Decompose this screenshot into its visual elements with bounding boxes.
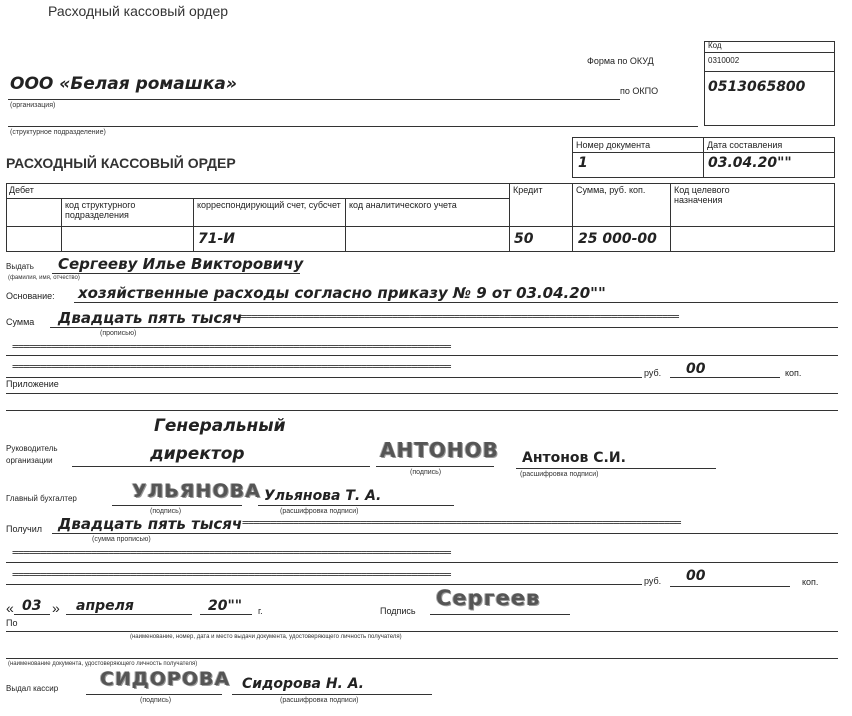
head-label-1: Руководитель xyxy=(6,444,58,453)
received-label: Получил xyxy=(6,524,42,534)
date-quote-close: » xyxy=(52,600,60,616)
sum-value: Двадцать пять тысяч xyxy=(58,309,243,327)
head-sign-caption: (подпись) xyxy=(410,469,442,476)
amount-header: Сумма, руб. коп. xyxy=(576,185,646,195)
col-account-header: корреспондирующий счет, субсчет xyxy=(197,200,341,210)
cashier-label: Выдал кассир xyxy=(6,684,59,693)
received-fill-2: ============================================================================== xyxy=(12,546,451,559)
basis-label: Основание: xyxy=(6,291,55,301)
received-fill-1: ============================================================================== xyxy=(242,516,681,529)
doc-date-header: Дата составления xyxy=(707,140,783,150)
po-label: По xyxy=(6,618,18,628)
recipient-signature: Сергеев xyxy=(436,586,541,610)
date-quote-open: « xyxy=(6,600,14,616)
okud-label: Форма по ОКУД xyxy=(587,56,654,66)
amount-value: 25 000-00 xyxy=(578,231,657,247)
head-label-2: организации xyxy=(6,456,53,465)
debit-header: Дебет xyxy=(9,185,34,195)
document-title: РАСХОДНЫЙ КАССОВЫЙ ОРДЕР xyxy=(6,155,236,171)
recipient-sign-label: Подпись xyxy=(380,606,416,616)
account-value: 71-И xyxy=(198,231,236,247)
doc-number-header: Номер документа xyxy=(576,140,651,150)
credit-header: Кредит xyxy=(513,185,543,195)
received-value: Двадцать пять тысяч xyxy=(58,515,243,533)
head-name-caption: (расшифровка подписи) xyxy=(520,471,599,478)
cashier-name-caption: (расшифровка подписи) xyxy=(280,697,359,704)
sum-caption: (прописью) xyxy=(100,330,137,337)
doc-number-value: 1 xyxy=(578,155,588,171)
date-month: апреля xyxy=(76,598,134,614)
accountant-name: Ульянова Т. А. xyxy=(264,488,382,504)
head-name: Антонов С.И. xyxy=(522,450,626,466)
sum-kop: коп. xyxy=(785,368,802,378)
unit-caption: (структурное подразделение) xyxy=(10,129,106,136)
sum-label: Сумма xyxy=(6,317,35,327)
purpose-header: Код целевого назначения xyxy=(674,185,730,205)
issue-label: Выдать xyxy=(6,262,34,271)
cashier-sign-caption: (подпись) xyxy=(140,697,172,704)
credit-value: 50 xyxy=(514,231,534,247)
po2-caption: (наименование документа, удостоверяющего личность получателя) xyxy=(8,661,198,667)
date-day: 03 xyxy=(22,598,42,614)
organization-caption: (организация) xyxy=(10,102,56,109)
form-top-title: Расходный кассовый ордер xyxy=(48,3,229,19)
basis-value: хозяйственные расходы согласно приказу № 9 от 03.04.20"" xyxy=(78,284,606,302)
col-unit-header: код структурного подразделения xyxy=(65,200,136,220)
codes-header: Код xyxy=(708,41,722,50)
issue-caption: (фамилия, имя, отчество) xyxy=(8,275,80,281)
col-analytic-header: код аналитического учета xyxy=(349,200,457,210)
accountant-label: Главный бухгалтер xyxy=(6,494,77,503)
po-caption: (наименование, номер, дата и место выдачи документа, удостоверяющего личность получателя) xyxy=(130,634,402,640)
accountant-signature: УЛЬЯНОВА xyxy=(132,480,261,502)
cashier-name: Сидорова Н. А. xyxy=(242,676,364,692)
issue-value: Сергееву Илье Викторовичу xyxy=(58,255,304,273)
head-position-1: Генеральный xyxy=(154,416,286,436)
sum-kop-value: 00 xyxy=(686,361,706,377)
received-kop: коп. xyxy=(802,577,819,587)
unit-line xyxy=(8,126,698,127)
date-year: 20"" xyxy=(208,598,243,614)
head-position-2: директор xyxy=(150,444,245,464)
received-kop-value: 00 xyxy=(686,568,706,584)
head-signature: АНТОНОВ xyxy=(380,438,499,462)
okud-value: 0310002 xyxy=(708,56,740,65)
sum-fill-1: ============================================================================== xyxy=(240,310,679,323)
date-g: г. xyxy=(258,606,263,616)
sum-rub: руб. xyxy=(644,368,662,378)
sum-fill-3: ============================================================================== xyxy=(12,360,451,373)
accountant-sign-caption: (подпись) xyxy=(150,508,182,515)
attachment-label: Приложение xyxy=(6,379,59,389)
received-caption: (сумма прописью) xyxy=(92,536,151,543)
cashier-signature: СИДОРОВА xyxy=(100,668,231,690)
received-fill-3: ============================================================================== xyxy=(12,568,451,581)
sum-fill-2: ============================================================================== xyxy=(12,340,451,353)
organization-line xyxy=(8,99,620,100)
doc-date-value: 03.04.20"" xyxy=(708,155,792,171)
accountant-name-caption: (расшифровка подписи) xyxy=(280,508,359,515)
okpo-label: по ОКПО xyxy=(620,86,659,96)
received-rub: руб. xyxy=(644,576,662,586)
organization-name: ООО «Белая ромашка» xyxy=(10,74,237,94)
okpo-value: 0513065800 xyxy=(708,79,806,95)
